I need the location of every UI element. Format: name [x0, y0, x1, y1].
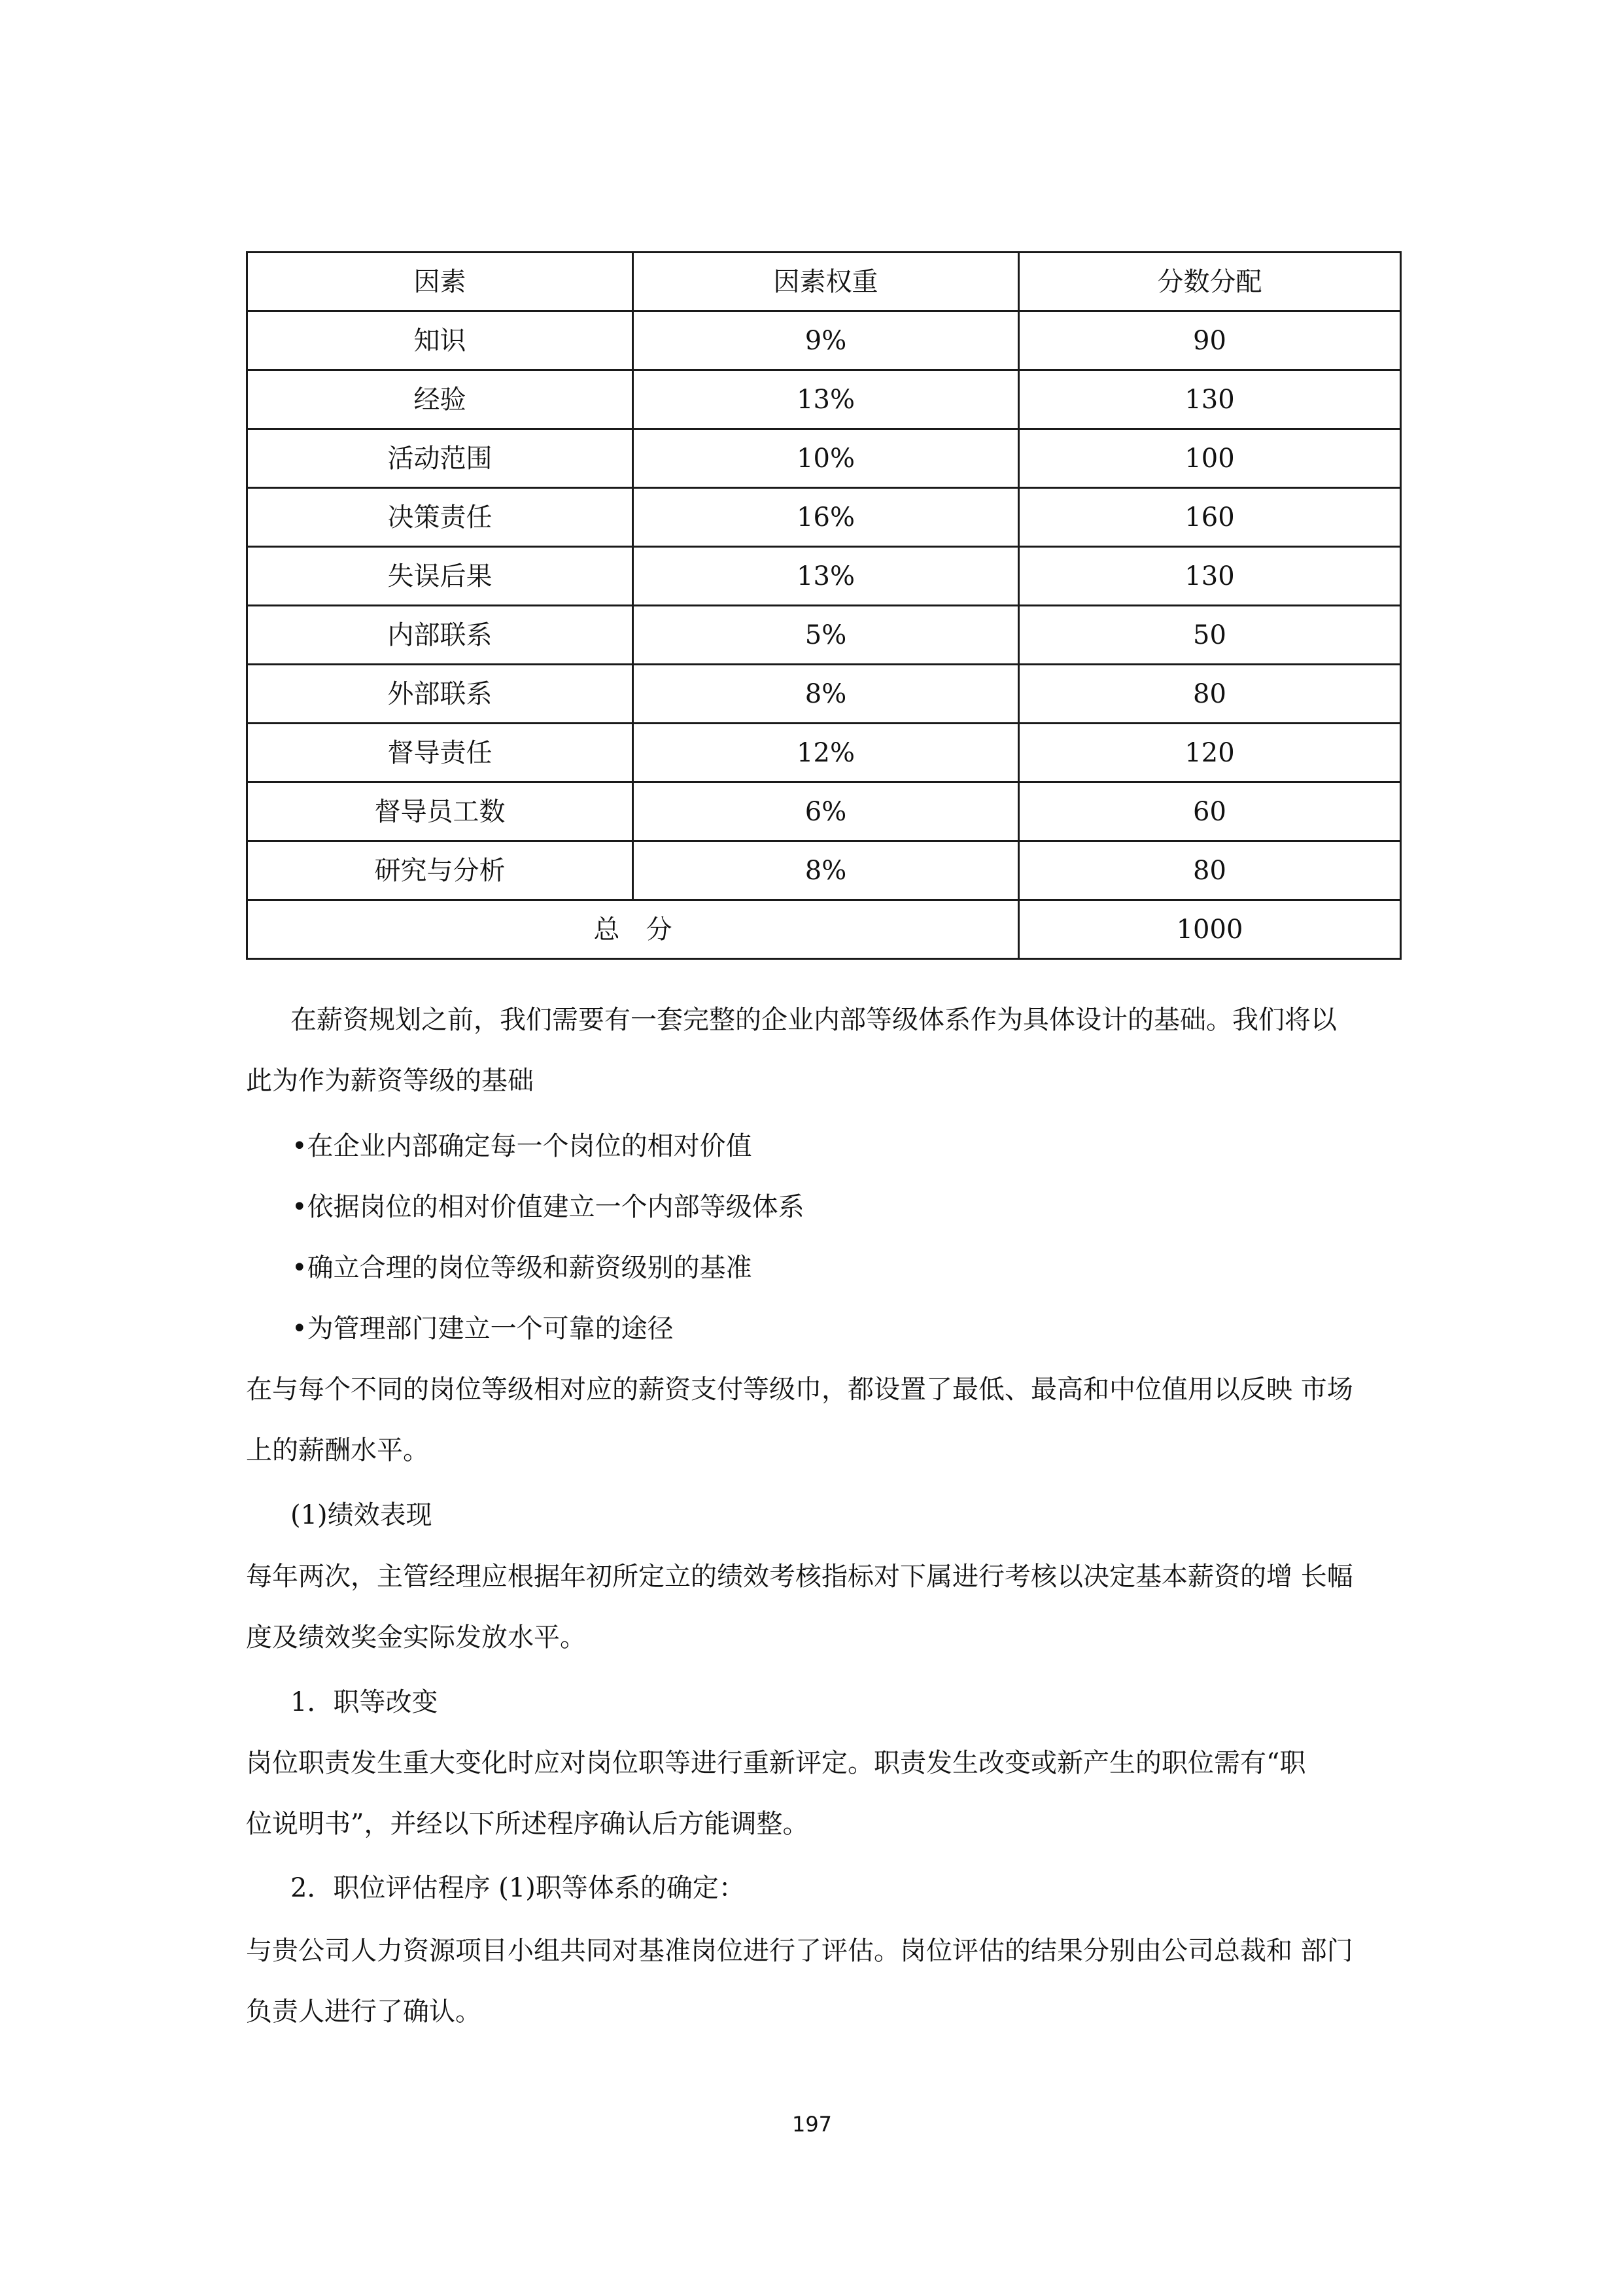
factor-cell: 知识	[247, 311, 633, 370]
factor-cell: 督导责任	[247, 724, 633, 782]
table-row	[247, 311, 1401, 370]
factor-cell: 外部联系	[247, 665, 633, 724]
total-label: 总 分	[247, 900, 1019, 959]
weight-cell: 9%	[633, 311, 1019, 370]
weight-cell: 6%	[633, 782, 1019, 841]
factor-cell: 决策责任	[247, 488, 633, 547]
score-cell: 50	[1019, 606, 1401, 665]
table-row	[247, 370, 1401, 429]
table-row	[247, 606, 1401, 665]
bullet-item: •为管理部门建立一个可靠的途径	[292, 1314, 674, 1344]
table-row	[247, 488, 1401, 547]
performance-heading: (1)绩效表现	[290, 1500, 432, 1530]
weight-cell: 8%	[633, 841, 1019, 900]
factor-cell: 失误后果	[247, 547, 633, 606]
grade-change-paragraph-line-2: 位说明书”，并经以下所述程序确认后方能调整。	[246, 1809, 809, 1839]
score-cell: 80	[1019, 665, 1401, 724]
header-factor: 因素	[247, 253, 633, 311]
table-row	[247, 429, 1401, 488]
evaluation-heading: 2．职位评估程序 (1)职等体系的确定：	[290, 1873, 745, 1903]
table-row	[247, 782, 1401, 841]
grade-change-paragraph-line-1: 岗位职责发生重大变化时应对岗位职等进行重新评定。职责发生改变或新产生的职位需有“职	[246, 1748, 1306, 1778]
weight-cell: 16%	[633, 488, 1019, 547]
factor-weight-table	[246, 251, 1402, 960]
table-row	[247, 665, 1401, 724]
weight-cell: 13%	[633, 370, 1019, 429]
evaluation-paragraph-line-2: 负责人进行了确认。	[246, 1997, 481, 2027]
bullet-item: •确立合理的岗位等级和薪资级别的基准	[292, 1253, 752, 1283]
score-cell: 60	[1019, 782, 1401, 841]
score-cell: 160	[1019, 488, 1401, 547]
table-total-row	[247, 900, 1401, 959]
pay-paragraph-line-1: 在与每个不同的岗位等级相对应的薪资支付等级巾，都设置了最低、最高和中位值用以反映 市场	[246, 1375, 1353, 1405]
table-row	[247, 724, 1401, 782]
weight-cell: 8%	[633, 665, 1019, 724]
header-score: 分数分配	[1019, 253, 1401, 311]
intro-paragraph-line-2: 此为作为薪资等级的基础	[246, 1066, 534, 1096]
grade-change-heading: 1．职等改变	[290, 1687, 438, 1717]
table-row	[247, 547, 1401, 606]
total-value: 1000	[1019, 900, 1401, 959]
score-cell: 130	[1019, 370, 1401, 429]
factor-cell: 经验	[247, 370, 633, 429]
score-cell: 100	[1019, 429, 1401, 488]
performance-paragraph-line-2: 度及绩效奖金实际发放水平。	[246, 1622, 586, 1653]
factor-cell: 研究与分析	[247, 841, 633, 900]
factor-cell: 活动范围	[247, 429, 633, 488]
score-cell: 90	[1019, 311, 1401, 370]
pay-paragraph-line-2: 上的薪酬水平。	[246, 1435, 429, 1465]
factor-cell: 督导员工数	[247, 782, 633, 841]
intro-paragraph-line-1: 在薪资规划之前，我们需要有一套完整的企业内部等级体系作为具体设计的基础。我们将以	[290, 1005, 1337, 1035]
evaluation-paragraph-line-1: 与贵公司人力资源项目小组共同对基准岗位进行了评估。岗位评估的结果分别由公司总裁和 部门	[246, 1936, 1353, 1966]
score-cell: 130	[1019, 547, 1401, 606]
weight-cell: 5%	[633, 606, 1019, 665]
header-weight: 因素权重	[633, 253, 1019, 311]
weight-cell: 12%	[633, 724, 1019, 782]
performance-paragraph-line-1: 每年两次，主管经理应根据年初所定立的绩效考核指标对下属进行考核以决定基本薪资的增 长幅	[246, 1562, 1353, 1592]
factor-cell: 内部联系	[247, 606, 633, 665]
page-number: 197	[791, 2112, 833, 2137]
table-row	[247, 841, 1401, 900]
bullet-item: •依据岗位的相对价值建立一个内部等级体系	[292, 1192, 804, 1222]
score-cell: 80	[1019, 841, 1401, 900]
table-header-row	[247, 253, 1401, 311]
weight-cell: 10%	[633, 429, 1019, 488]
bullet-item: •在企业内部确定每一个岗位的相对价值	[292, 1131, 752, 1161]
weight-cell: 13%	[633, 547, 1019, 606]
score-cell: 120	[1019, 724, 1401, 782]
